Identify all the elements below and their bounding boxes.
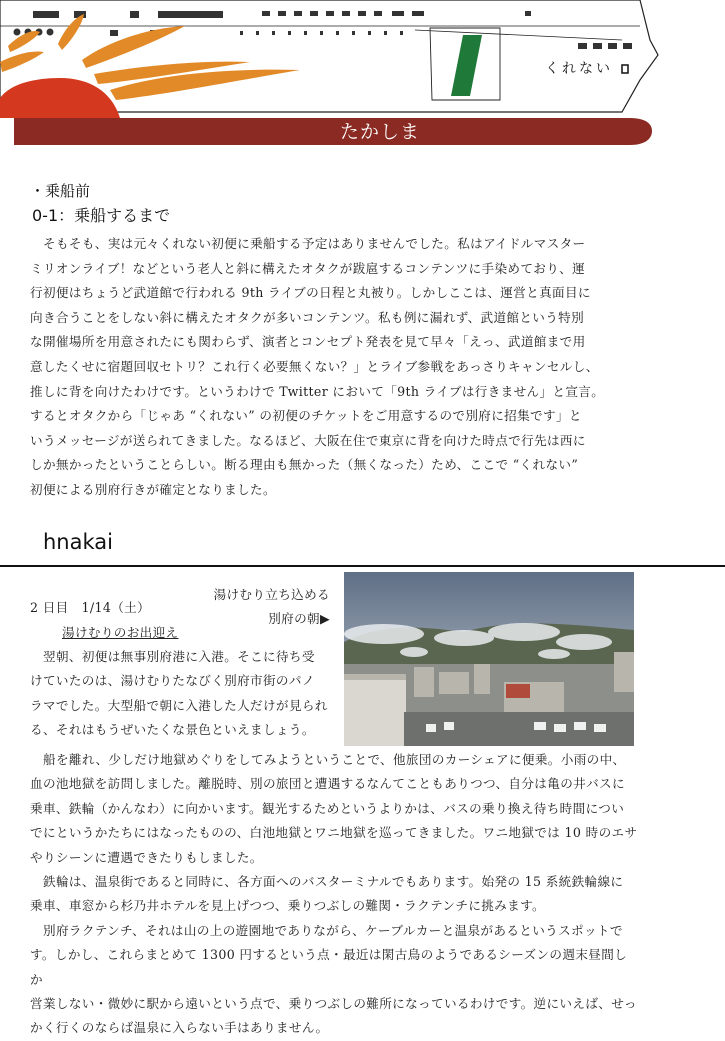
- text-line: 初便による別府行きが確定となりました。: [30, 481, 276, 497]
- text-line: かく行くのならば温泉に入らない手はありません。: [30, 1020, 329, 1036]
- text-line: 向き合うことをしない斜に構えたオタクが多いコンテンツ。私も例に漏れず、武道館という特別: [30, 309, 585, 325]
- text-line: ミリオンライブ！などという老人と斜に構えたオタクが跋扈するコンテンツに手染めており、運: [30, 260, 586, 276]
- banner-title: たかしま: [339, 121, 420, 143]
- text-line: 乗車、鉄輪（かんなわ）に向かいます。観光するためというよりかは、バスの乗り換え待ち時間につい: [30, 800, 625, 816]
- caption-line: 別府の朝▶: [268, 611, 330, 626]
- text-line: ラマでした。大型船で朝に入港した人だけが見られ: [30, 697, 328, 713]
- section-heading: ・乗船前: [30, 182, 91, 200]
- text-line: そもそも、実は元々くれない初便に乗船する予定はありませんでした。私はアイドルマスター: [43, 236, 586, 251]
- text-line: す。しかし、これらまとめて 1300 円するという点・最近は閑古鳥のようであるシーズンの週末昼間しか: [30, 947, 628, 987]
- section-title: 0-1：乗船するまで: [32, 206, 171, 225]
- section2-intro: [30, 645, 335, 743]
- header-banner: [0, 0, 725, 150]
- section2-body: [30, 748, 640, 1041]
- text-line: 船を離れ、少しだけ地獄めぐりをしてみようということで、他旅団のカーシェアに便乗。小雨の中、: [43, 752, 626, 767]
- text-line: 翌朝、初便は無事別府港に入港。そこに待ち受: [43, 649, 315, 664]
- divider: [0, 565, 725, 567]
- text-line: 営業しない・微妙に駅から遠いという点で、乗りつぶしの難所になっているわけです。逆にいえば、せっ: [30, 996, 637, 1012]
- text-line: するとオタクから「じゃあ “くれない” の初便のチケットをご用意するので別府に招集です」と: [30, 408, 582, 424]
- text-line: 別府ラクテンチ、それは山の上の遊園地でありながら、ケーブルカーと温泉があるというスポットで: [43, 922, 623, 938]
- text-line: 鉄輪は、温泉街であると同時に、各方面へのバスターミナルでもあります。始発の 15 系統鉄輪線に: [43, 874, 624, 890]
- text-line: でにというかたちにはなったものの、白池地獄とワニ地獄を巡ってきました。ワニ地獄では 10 時のエサ: [30, 825, 638, 841]
- text-line: しか無かったということらしい。断る理由も無かった（無くなった）ため、ここで “くれない”: [30, 457, 579, 473]
- ship-name: くれない: [545, 61, 613, 77]
- text-line: る、それはもうぜいたくな景色といえましょう。: [30, 722, 315, 738]
- photo-caption: [190, 583, 330, 631]
- section1-paragraph: [30, 232, 640, 503]
- author-name: hnakai: [43, 530, 113, 554]
- text-line: 血の池地獄を訪問しました。離脱時、別の旅団と遭遇するなんてこともありつつ、自分は亀の井バスに: [30, 776, 625, 792]
- caption-line: 湯けむり立ち込める: [213, 587, 330, 602]
- text-line: けていたのは、湯けむりたなびく別府市街のパノ: [30, 673, 315, 689]
- text-line: いうメッセージが送られてきました。なるほど、大阪在住で東京に背を向けた時点で行先は西に: [30, 432, 586, 448]
- text-line: な開催場所を用意されたにも関わらず、演者とコンセプト発表を見て早々「えっ、武道館まで用: [30, 334, 586, 350]
- beppu-photo: [344, 572, 634, 746]
- day-heading: 2 日目 1/14（土）: [30, 600, 151, 615]
- text-line: やりシーンに遭遇できたりもしました。: [30, 849, 263, 865]
- text-line: 推しに背を向けたわけです。というわけで Twitter において「9th ライブは行きません」と宣言。: [30, 383, 605, 399]
- text-line: 行初便はちょうど武道館で行われる 9th ライブの日程と丸被り。しかしここは、運営と真面目に: [30, 285, 591, 301]
- text-line: 乗車、車窓から杉乃井ホテルを見上げつつ、乗りつぶしの難関・ラクテンチに挑みます。: [30, 898, 545, 914]
- text-line: 意したくせに宿題回収セトリ？これ行く必要無くない？」とライブ参戦をあっさりキャンセルし、: [30, 358, 599, 374]
- subheading: 湯けむりのお出迎え: [62, 625, 179, 640]
